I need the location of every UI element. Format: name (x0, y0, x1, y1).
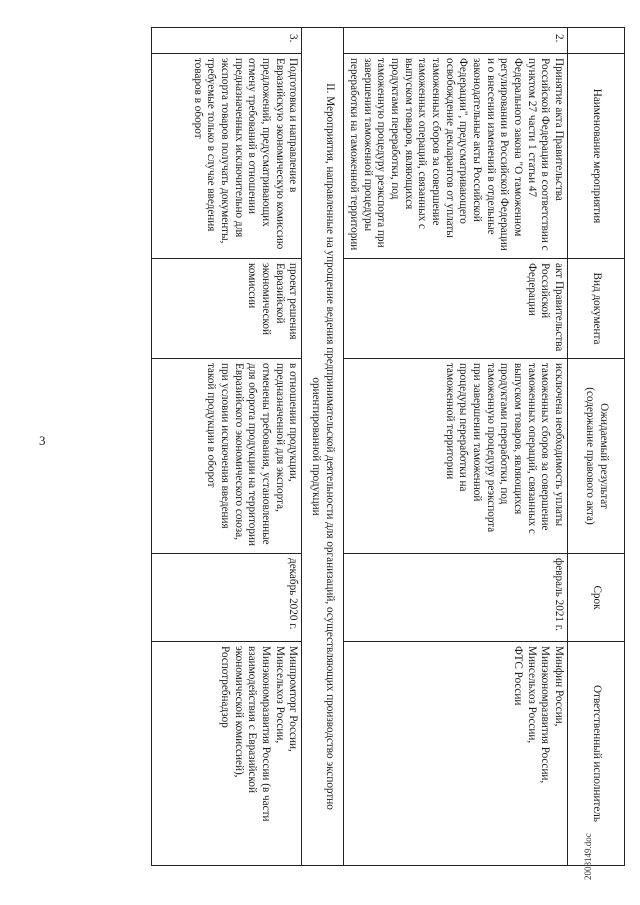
header-deadline: Срок (568, 554, 625, 642)
section-heading-row (302, 28, 344, 866)
measure-name: Подготовка и направление в Евразийскую экономическую комиссию предложений, предусматривающих отмену требований в отношении предназначенных исключительно для экспорта товаров получать документы, требуемые только в случае введения товаров в оборот (152, 54, 302, 259)
document-type: акт Правительства Российской Федерации (344, 259, 568, 359)
table-row (152, 28, 302, 866)
row-number: 3. (152, 28, 302, 54)
header-num (568, 28, 625, 54)
header-expected-result: Ожидаемый результат (содержание правового акта) (568, 359, 625, 554)
table-row (344, 28, 568, 866)
expected-result: в отношении продукции, предназначенной для экспорта, отменены требования, установленные для оборота продукции на территории Евразийского экономического союза, при условии исключения введения такой продукции в оборот (152, 359, 302, 554)
responsible-executor: Минфин России, Минэкономразвития России, Минсельхоз России, ФТС России (344, 642, 568, 866)
expected-result: исключена необходимость уплаты таможенных сборов за совершение таможенных операций, связанных с выпуском товаров, являющихся продуктами переработки, под таможенную процедуру реэкспорта при завершении таможенной процедуры переработки на таможенной территории (344, 359, 568, 554)
deadline: декабрь 2020 г. (152, 554, 302, 642)
document-type: проект решения Евразийской экономической комиссии (152, 259, 302, 359)
header-measure-name: Наименование мероприятия (568, 54, 625, 259)
deadline: февраль 2021 г. (344, 554, 568, 642)
section-title: II. Мероприятия, направленные на упрощение ведения предпринимательской деятельности для организаций, осуществляющих производство экспортно ориентированной продукции (302, 28, 344, 866)
responsible-executor: Минпромторг России, Минсельхоз России, Минэкономразвития России (в части взаимодействия с Евразийской экономической комиссией), Роспотребнадзор (152, 642, 302, 866)
page-number: 3 (39, 433, 46, 448)
footer-code-text: 2008149.doc (583, 833, 593, 880)
header-responsible: Ответственный исполнитель (568, 642, 625, 866)
landscape-table-sheet (85, 27, 625, 865)
header-document-type: Вид документа (568, 259, 625, 359)
row-number: 2. (344, 28, 568, 54)
table-header-row (568, 28, 625, 866)
measure-name: Принятие акта Правительства Российской Федерации в соответствии с пунктом 27 части 1 статьи 47 Федерального закона "О таможенном регулировании в Российской Федерации и о внесении изменений в отдельные законодательные акты Российской Федерации", предусматривающего освобождение декларантов от уплаты таможенных сборов за совершение таможенных операций, связанных с выпуском товаров, являющихся продуктами переработки, под таможенную процедуру реэкспорта при завершении таможенной процедуры переработки на таможенной территории (344, 54, 568, 259)
footer-document-code (583, 833, 593, 880)
measures-table (151, 27, 625, 866)
